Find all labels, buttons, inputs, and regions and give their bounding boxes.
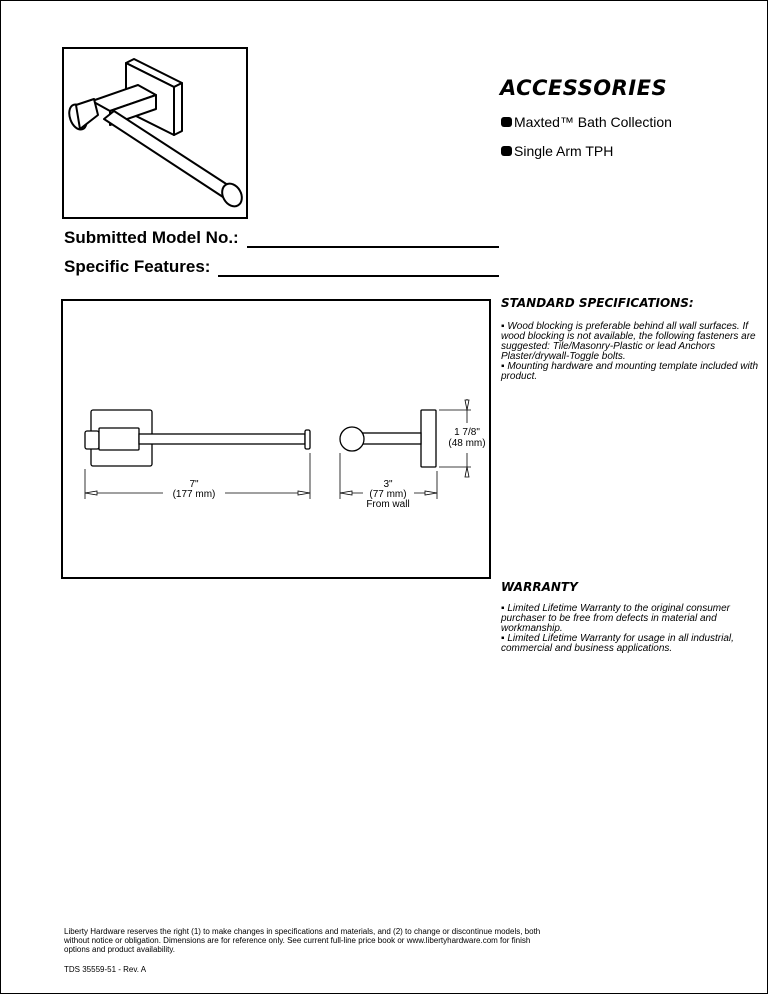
- collection-name: Maxted™ Bath Collection: [514, 114, 672, 130]
- model-number-input-line[interactable]: [247, 245, 499, 248]
- depth-note-label: From wall: [366, 499, 410, 510]
- collection-line: [501, 114, 672, 130]
- warranty-item: ▪ Limited Lifetime Warranty for usage in all industrial, commercial and business applications.: [501, 633, 734, 654]
- product-image: [62, 47, 248, 219]
- model-number-field: [64, 228, 499, 248]
- square-bullet-icon: [501, 146, 512, 156]
- wall-plate-side: [421, 410, 436, 467]
- warranty-heading: WARRANTY: [501, 580, 578, 594]
- page-title: ACCESSORIES: [500, 76, 668, 100]
- rod-front: [139, 434, 305, 444]
- document-number: TDS 35559-51 - Rev. A: [64, 965, 147, 974]
- height-inch-label: 1 7/8": [454, 427, 480, 438]
- depth-mm-label: (77 mm): [369, 489, 407, 500]
- specs-body: [501, 322, 763, 382]
- product-name: Single Arm TPH: [514, 143, 614, 159]
- dimension-drawing-svg: [63, 301, 489, 577]
- rod-side: [359, 433, 421, 444]
- model-number-label: Submitted Model No.:: [64, 228, 239, 247]
- width-inch-label: 7": [189, 479, 199, 490]
- specific-features-field: [64, 257, 499, 277]
- bracket-front: [99, 428, 139, 450]
- height-mm-label: (48 mm): [448, 438, 486, 449]
- product-line: [501, 143, 613, 159]
- end-cap-front: [305, 430, 310, 449]
- specs-heading: STANDARD SPECIFICATIONS:: [501, 296, 694, 310]
- width-mm-label: (177 mm): [172, 489, 216, 500]
- warranty-body: [501, 604, 763, 654]
- warranty-item: ▪ Limited Lifetime Warranty to the original consumer purchaser to be free from defects in material and workmanship.: [501, 603, 731, 634]
- end-cap-side: [340, 427, 364, 451]
- disclaimer-text: Liberty Hardware reserves the right (1) to make changes in specifications and materials, and (2) to change or discontinue models, both without notice or obligation. Dimensions are for reference only. See current full-line price book or www.libertyhardware.com for finish options and product availability.: [64, 927, 541, 954]
- specific-features-label: Specific Features:: [64, 257, 211, 276]
- square-bullet-icon: [501, 117, 512, 127]
- spec-item: ▪ Mounting hardware and mounting template included with product.: [501, 361, 759, 382]
- dimension-drawing: [61, 299, 491, 579]
- mount-cap-front: [85, 431, 99, 449]
- toilet-paper-holder-illustration: [64, 49, 246, 217]
- depth-inch-label: 3": [383, 479, 393, 490]
- spec-item: ▪ Wood blocking is preferable behind all wall surfaces. If wood blocking is not available, the following fasteners are suggested: Tile/Masonry-Plastic or lead Anchors Plaster/drywall-Toggle bolts.: [501, 321, 756, 362]
- specific-features-input-line[interactable]: [218, 274, 499, 277]
